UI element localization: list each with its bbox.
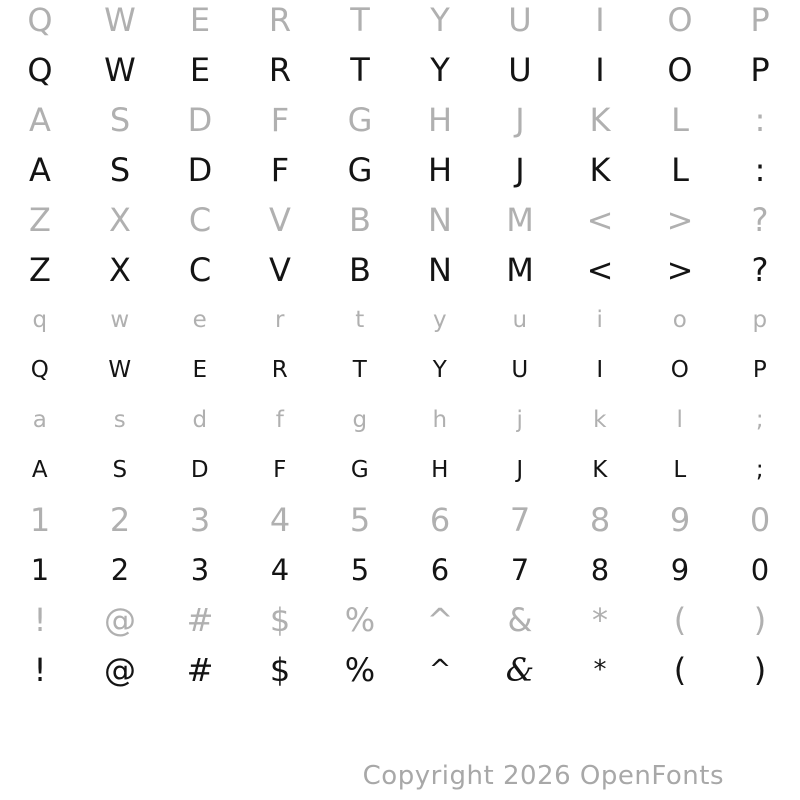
glyph-char: > bbox=[666, 251, 694, 289]
ref-char: r bbox=[275, 307, 285, 333]
ref-char: : bbox=[754, 101, 766, 139]
glyph-char: D bbox=[190, 457, 210, 483]
ref-row-lower-asdf bbox=[0, 395, 800, 445]
glyph-char: L bbox=[673, 457, 687, 483]
ref-char: 8 bbox=[589, 501, 611, 539]
ref-char: Z bbox=[29, 201, 51, 239]
glyph-char: F bbox=[273, 457, 287, 483]
ref-char: F bbox=[270, 101, 290, 139]
ref-char: O bbox=[667, 1, 693, 39]
glyph-row-digits bbox=[0, 545, 800, 595]
glyph-char: R bbox=[268, 51, 292, 89]
ref-char: 1 bbox=[29, 501, 51, 539]
ref-char: 3 bbox=[189, 501, 211, 539]
ref-char: 5 bbox=[349, 501, 371, 539]
ref-char: o bbox=[672, 307, 688, 333]
glyph-char: R bbox=[271, 357, 289, 383]
ref-char: R bbox=[268, 1, 292, 39]
glyph-char: 5 bbox=[350, 553, 370, 587]
ref-char: < bbox=[586, 201, 614, 239]
ref-char: 7 bbox=[509, 501, 531, 539]
ref-char: t bbox=[355, 307, 365, 333]
glyph-char: @ bbox=[104, 651, 136, 689]
ref-row-upper-zxcv bbox=[0, 195, 800, 245]
ref-char: i bbox=[596, 307, 604, 333]
glyph-char: F bbox=[270, 151, 290, 189]
ref-char: > bbox=[666, 201, 694, 239]
ref-char: U bbox=[508, 1, 532, 39]
ref-row-digits bbox=[0, 495, 800, 545]
ref-char: % bbox=[344, 601, 376, 639]
glyph-char: 3 bbox=[190, 553, 210, 587]
glyph-char: 6 bbox=[430, 553, 450, 587]
glyph-char: * bbox=[593, 655, 607, 685]
ref-char: Y bbox=[430, 1, 450, 39]
ref-char: 2 bbox=[109, 501, 131, 539]
glyph-char: V bbox=[269, 251, 291, 289]
glyph-row-upper-asdf bbox=[0, 145, 800, 195]
ref-char: W bbox=[104, 1, 136, 39]
ref-row-upper-asdf bbox=[0, 95, 800, 145]
glyph-char: A bbox=[31, 457, 49, 483]
glyph-char: W bbox=[104, 51, 136, 89]
ref-char: u bbox=[512, 307, 528, 333]
glyph-char: ( bbox=[673, 651, 687, 689]
glyph-char: 0 bbox=[750, 553, 770, 587]
ref-char: E bbox=[189, 1, 211, 39]
ref-char: e bbox=[192, 307, 208, 333]
ref-char: H bbox=[427, 101, 453, 139]
ref-char: A bbox=[29, 101, 51, 139]
glyph-char: Y bbox=[430, 51, 450, 89]
glyph-char: 9 bbox=[670, 553, 690, 587]
glyph-char: ^ bbox=[428, 654, 452, 685]
ref-char: a bbox=[32, 407, 48, 433]
glyph-char: B bbox=[349, 251, 371, 289]
ref-row-symbols bbox=[0, 595, 800, 645]
ref-char: ^ bbox=[426, 601, 454, 639]
glyph-char: C bbox=[188, 251, 212, 289]
glyph-char: G bbox=[347, 151, 373, 189]
glyph-char: 1 bbox=[30, 553, 50, 587]
glyph-char: S bbox=[109, 151, 131, 189]
ref-char: C bbox=[188, 201, 212, 239]
ref-char: ! bbox=[33, 601, 47, 639]
glyph-char: G bbox=[350, 457, 370, 483]
ref-char: P bbox=[750, 1, 770, 39]
glyph-char: N bbox=[428, 251, 452, 289]
glyph-char: P bbox=[752, 357, 768, 383]
ref-char: $ bbox=[269, 601, 291, 639]
copyright-text: Copyright 2026 OpenFonts bbox=[362, 761, 724, 791]
ref-char: p bbox=[752, 307, 768, 333]
glyph-char: 2 bbox=[110, 553, 130, 587]
ref-char: D bbox=[187, 101, 213, 139]
glyph-char: 7 bbox=[510, 553, 530, 587]
glyph-char: 4 bbox=[270, 553, 290, 587]
glyph-char: O bbox=[670, 357, 690, 383]
glyph-char: ; bbox=[755, 457, 765, 483]
ref-char: J bbox=[515, 101, 525, 139]
glyph-char: T bbox=[352, 357, 368, 383]
glyph-char: Q bbox=[27, 51, 53, 89]
ref-char: h bbox=[432, 407, 448, 433]
glyph-char: Y bbox=[432, 357, 448, 383]
glyph-char: ? bbox=[751, 251, 769, 289]
ref-char: X bbox=[109, 201, 131, 239]
glyph-char: K bbox=[592, 457, 608, 483]
glyph-char: J bbox=[516, 457, 524, 483]
glyph-char: H bbox=[427, 151, 453, 189]
ref-char: f bbox=[275, 407, 285, 433]
glyph-row-lower-asdf bbox=[0, 445, 800, 495]
ref-char: G bbox=[347, 101, 373, 139]
glyph-char: K bbox=[589, 151, 611, 189]
ref-char: 9 bbox=[669, 501, 691, 539]
glyph-row-symbols bbox=[0, 645, 800, 695]
ref-char: & bbox=[507, 601, 533, 639]
ref-char: q bbox=[32, 307, 48, 333]
ref-char: 0 bbox=[749, 501, 771, 539]
ref-char: @ bbox=[104, 601, 136, 639]
glyph-char: I bbox=[595, 51, 605, 89]
glyph-char: E bbox=[192, 357, 208, 383]
glyph-char: & bbox=[505, 651, 535, 689]
ref-char: ; bbox=[755, 407, 765, 433]
glyph-char: M bbox=[506, 251, 534, 289]
glyph-char: P bbox=[750, 51, 770, 89]
ref-char: Q bbox=[27, 1, 53, 39]
ref-char: L bbox=[671, 101, 689, 139]
glyph-char: A bbox=[29, 151, 51, 189]
glyph-char: J bbox=[515, 151, 525, 189]
glyph-char: S bbox=[112, 457, 128, 483]
glyph-char: # bbox=[186, 651, 214, 689]
glyph-char: Z bbox=[29, 251, 51, 289]
ref-char: ( bbox=[673, 601, 687, 639]
ref-char: M bbox=[506, 201, 534, 239]
glyph-char: W bbox=[108, 357, 132, 383]
glyph-char: U bbox=[508, 51, 532, 89]
ref-char: I bbox=[595, 1, 605, 39]
ref-char: # bbox=[186, 601, 214, 639]
ref-char: y bbox=[432, 307, 448, 333]
glyph-char: ! bbox=[33, 651, 47, 689]
ref-char: ? bbox=[751, 201, 769, 239]
glyph-char: E bbox=[189, 51, 211, 89]
ref-char: B bbox=[349, 201, 371, 239]
glyph-char: Q bbox=[30, 357, 50, 383]
glyph-char: T bbox=[350, 51, 370, 89]
ref-row-lower-qwerty bbox=[0, 295, 800, 345]
ref-char: 4 bbox=[269, 501, 291, 539]
ref-char: ) bbox=[753, 601, 767, 639]
glyph-char: H bbox=[431, 457, 449, 483]
glyph-char: 8 bbox=[590, 553, 610, 587]
glyph-char: L bbox=[671, 151, 689, 189]
ref-char: k bbox=[593, 407, 607, 433]
ref-char: T bbox=[350, 1, 370, 39]
ref-char: s bbox=[113, 407, 127, 433]
ref-char: j bbox=[516, 407, 524, 433]
glyph-row-upper-zxcv bbox=[0, 245, 800, 295]
glyph-row-lower-qwerty bbox=[0, 345, 800, 395]
glyph-char: I bbox=[596, 357, 604, 383]
ref-char: d bbox=[192, 407, 208, 433]
ref-row-upper-qwerty bbox=[0, 0, 800, 45]
ref-char: S bbox=[109, 101, 131, 139]
glyph-char: $ bbox=[269, 651, 291, 689]
glyph-char: X bbox=[109, 251, 131, 289]
glyph-row-upper-qwerty bbox=[0, 45, 800, 95]
glyph-char: D bbox=[187, 151, 213, 189]
ref-char: K bbox=[589, 101, 611, 139]
ref-char: g bbox=[352, 407, 368, 433]
glyph-char: O bbox=[667, 51, 693, 89]
ref-char: l bbox=[676, 407, 684, 433]
ref-char: w bbox=[110, 307, 130, 333]
glyph-char: ) bbox=[753, 651, 767, 689]
glyph-char: < bbox=[586, 251, 614, 289]
ref-char: V bbox=[269, 201, 291, 239]
ref-char: N bbox=[428, 201, 452, 239]
glyph-char: % bbox=[344, 651, 376, 689]
ref-char: * bbox=[592, 601, 608, 639]
glyph-char: U bbox=[511, 357, 529, 383]
glyph-char: : bbox=[754, 151, 766, 189]
ref-char: 6 bbox=[429, 501, 451, 539]
